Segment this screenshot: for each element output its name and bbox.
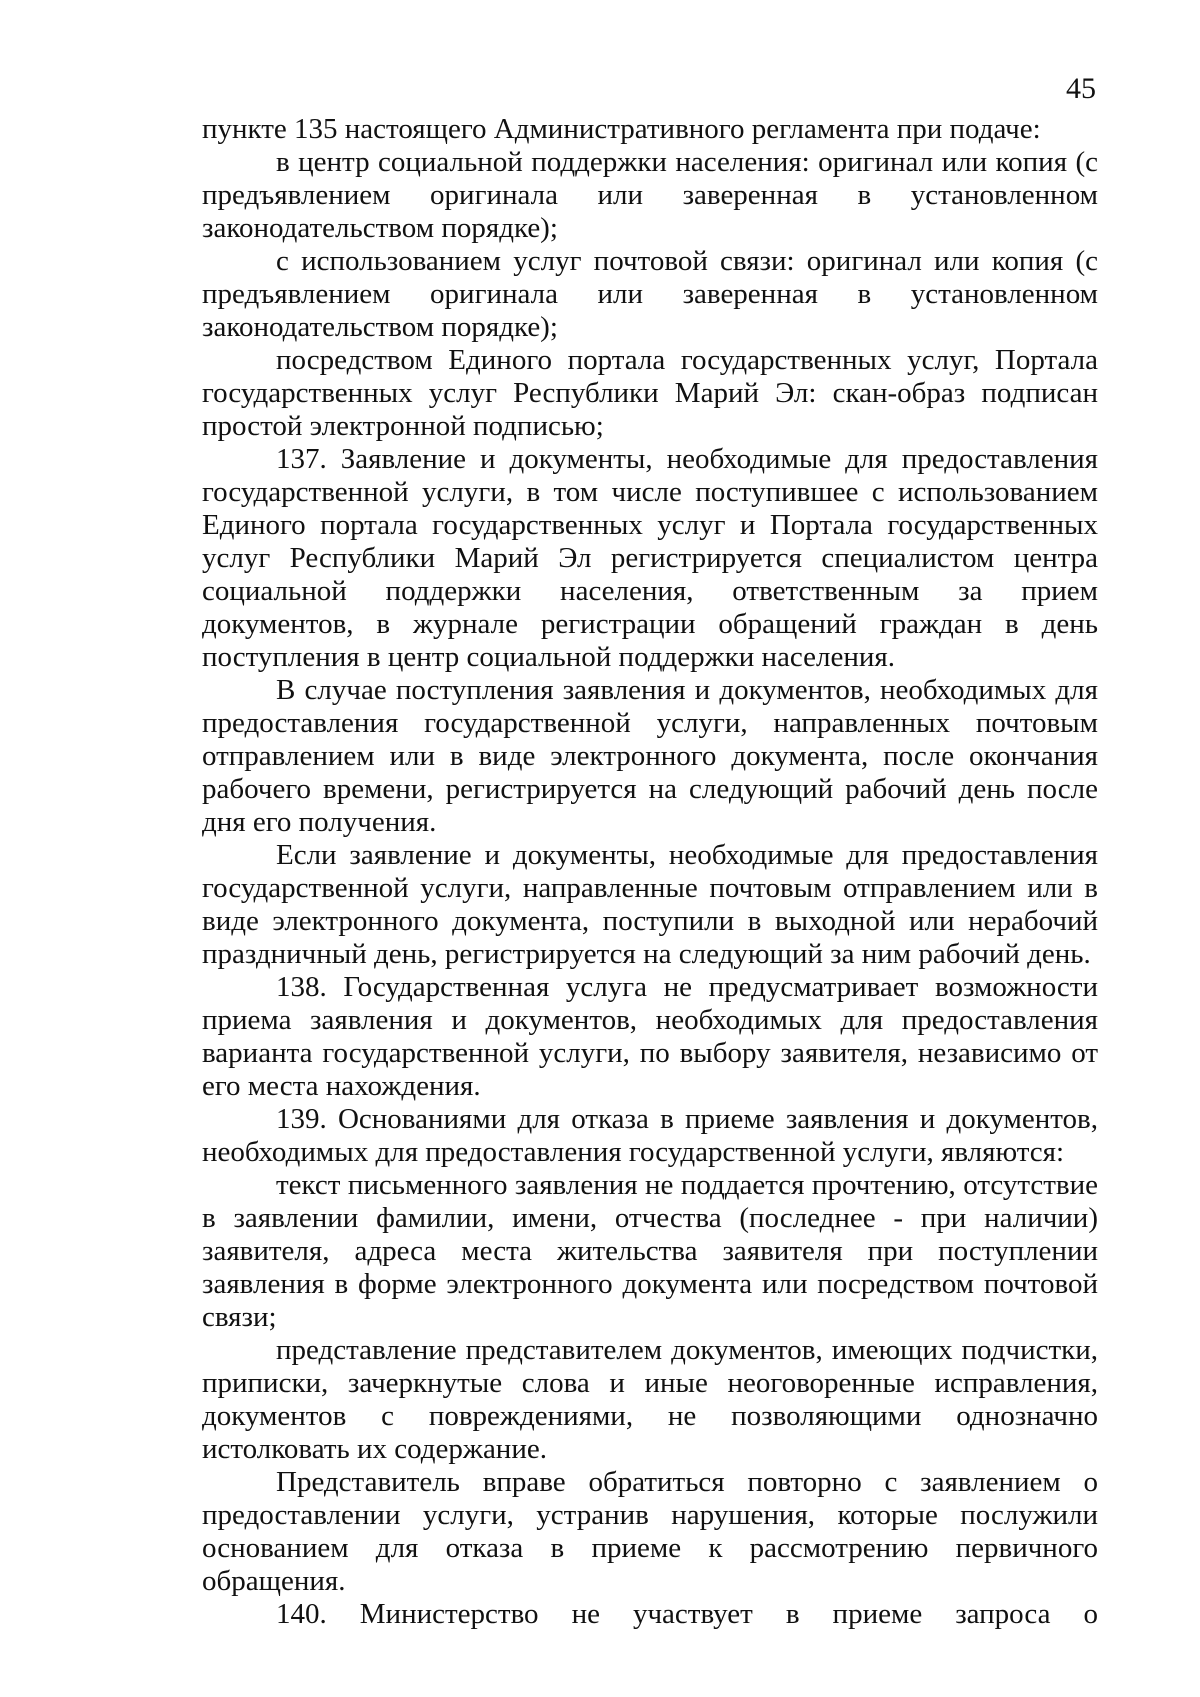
paragraph-139: 139. Основаниями для отказа в приеме заявления и документов, необходимых для предоставления государственной услуги, являются:	[202, 1103, 1098, 1168]
paragraph-resubmission: Представитель вправе обратиться повторно с заявлением о предоставлении услуги, устранив нарушения, которые послужили основанием для отказа в приеме к рассмотрению первичного обращения.	[202, 1466, 1098, 1597]
paragraph-after-hours: В случае поступления заявления и документов, необходимых для предоставления государственной услуги, направленных почтовым отправлением или в виде электронного документа, после окончания рабочего времени, регистрируется на следующий рабочий день после дня его получения.	[202, 674, 1098, 838]
paragraph-center-submission: в центр социальной поддержки населения: оригинал или копия (с предъявлением оригинала или заверенная в установленном законодательством порядке);	[202, 146, 1098, 244]
document-body	[202, 113, 1098, 1631]
paragraph-138: 138. Государственная услуга не предусматривает возможности приема заявления и документов, необходимых для предоставления варианта государственной услуги, по выбору заявителя, независимо от его места нахождения.	[202, 971, 1098, 1102]
paragraph-postal-submission: с использованием услуг почтовой связи: оригинал или копия (с предъявлением оригинала или заверенная в установленном законодательством порядке);	[202, 245, 1098, 343]
paragraph-137: 137. Заявление и документы, необходимые для предоставления государственной услуги, в том числе поступившее с использованием Единого портала государственных услуг и Портала государственных услуг Республики Марий Эл регистрируется специалистом центра социальной поддержки населения, ответственным за прием документов, в журнале регистрации обращений граждан в день поступления в центр социальной поддержки населения.	[202, 443, 1098, 673]
paragraph-continuation: пункте 135 настоящего Административного регламента при подаче:	[202, 113, 1041, 145]
paragraph-holiday: Если заявление и документы, необходимые для предоставления государственной услуги, направленные почтовым отправлением или в виде электронного документа, поступили в выходной или нерабочий праздничный день, регистрируется на следующий за ним рабочий день.	[202, 839, 1098, 970]
paragraph-document-defects: представление представителем документов, имеющих подчистки, приписки, зачеркнутые слова и иные неоговоренные исправления, документов с повреждениями, не позволяющими однозначно истолковать их содержание.	[202, 1334, 1098, 1465]
paragraph-portal-submission: посредством Единого портала государственных услуг, Портала государственных услуг Республики Марий Эл: скан-образ подписан простой электронной подписью;	[202, 344, 1098, 442]
page-number: 45	[1066, 72, 1096, 105]
paragraph-unreadable-text: текст письменного заявления не поддается прочтению, отсутствие в заявлении фамилии, имени, отчества (последнее - при наличии) заявителя, адреса места жительства заявителя при поступлении заявления в форме электронного документа или посредством почтовой связи;	[202, 1169, 1098, 1333]
paragraph-140: 140. Министерство не участвует в приеме запроса о	[276, 1598, 1098, 1630]
